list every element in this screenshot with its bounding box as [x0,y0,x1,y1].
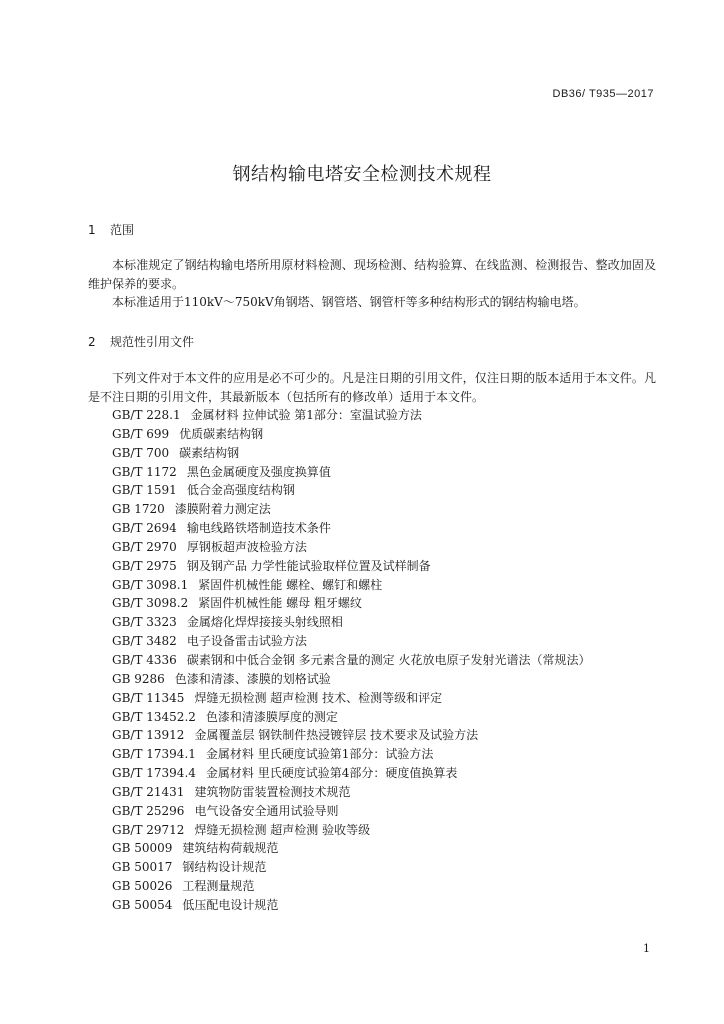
reference-item [112,500,590,519]
reference-item [112,670,590,689]
reference-code: GB 50009 [112,841,173,856]
reference-code: GB/T 3098.2 [112,596,189,611]
reference-title: 钢及钢产品 力学性能试验取样位置及试样制备 [186,558,431,573]
reference-item [112,406,590,425]
reference-code: GB/T 1172 [112,464,177,479]
section-title: 规范性引用文件 [110,335,195,349]
reference-code: GB/T 21431 [112,784,185,799]
paragraph-text: 下列文件对于本文件的应用是必不可少的。凡是注日期的引用文件，仅注日期的版本适用于本文件。凡是不注日期的引用文件，其最新版本（包括所有的修改单）适用于本文件。 [88,371,656,404]
section-number: 1 [88,223,96,237]
references-intro [88,369,656,407]
reference-item [112,594,590,613]
reference-code: GB/T 17394.1 [112,747,196,762]
reference-item [112,444,590,463]
reference-title: 金属覆盖层 钢铁制件热浸镀锌层 技术要求及试验方法 [194,728,479,743]
reference-code: GB/T 13912 [112,728,185,743]
reference-code: GB/T 2975 [112,558,177,573]
reference-item [112,576,590,595]
reference-title: 焊缝无损检测 超声检测 验收等级 [194,822,371,837]
reference-title: 电气设备安全通用试验导则 [194,803,339,818]
reference-item [112,858,590,877]
reference-code: GB/T 17394.4 [112,766,196,781]
normative-references-list [112,406,590,915]
reference-item [112,689,590,708]
reference-item [112,463,590,482]
reference-code: GB/T 3323 [112,615,177,630]
reference-title: 色漆和清漆膜厚度的测定 [205,709,338,724]
reference-item [112,877,590,896]
section-1-heading [88,221,134,238]
reference-title: 建筑结构荷载规范 [182,841,279,856]
reference-item [112,651,590,670]
reference-title: 厚钢板超声波检验方法 [186,539,307,554]
reference-item [112,802,590,821]
page-number: 1 [643,942,650,955]
reference-title: 碳素钢和中低合金钢 多元素含量的测定 火花放电原子发射光谱法（常规法） [186,652,591,667]
reference-title: 建筑物防雷装置检测技术规范 [194,784,351,799]
reference-code: GB/T 2694 [112,521,177,536]
reference-title: 焊缝无损检测 超声检测 技术、检测等级和评定 [194,690,443,705]
reference-code: GB 50017 [112,860,173,875]
reference-item [112,632,590,651]
reference-item [112,538,590,557]
reference-title: 碳素结构钢 [179,445,240,460]
reference-code: GB/T 2970 [112,539,177,554]
reference-code: GB/T 11345 [112,690,185,705]
reference-title: 低合金高强度结构钢 [186,483,295,498]
reference-item [112,821,590,840]
reference-item [112,613,590,632]
reference-code: GB 9286 [112,671,165,686]
scope-paragraph-1 [88,256,656,294]
reference-code: GB/T 700 [112,445,170,460]
reference-code: GB/T 25296 [112,803,185,818]
reference-code: GB/T 4336 [112,652,177,667]
reference-title: 紧固件机械性能 螺栓、螺钉和螺柱 [198,577,383,592]
reference-item [112,783,590,802]
reference-title: 色漆和清漆、漆膜的划格试验 [174,671,331,686]
reference-item [112,519,590,538]
section-2-heading [88,333,194,350]
reference-item [112,726,590,745]
reference-code: GB/T 3098.1 [112,577,189,592]
reference-title: 金属熔化焊焊接接头射线照相 [186,615,343,630]
reference-title: 输电线路铁塔制造技术条件 [186,521,331,536]
reference-item [112,896,590,915]
reference-code: GB 50054 [112,897,173,912]
reference-item [112,557,590,576]
reference-title: 漆膜附着力测定法 [174,502,271,517]
reference-item [112,708,590,727]
reference-item [112,425,590,444]
reference-title: 黑色金属硬度及强度换算值 [186,464,331,479]
reference-code: GB/T 13452.2 [112,709,196,724]
reference-code: GB 1720 [112,502,165,517]
paragraph-text: 本标准适用于110kV～750kV角钢塔、钢管塔、钢管杆等多种结构形式的钢结构输电塔。 [112,295,586,309]
reference-code: GB/T 1591 [112,483,177,498]
reference-title: 金属材料 里氏硬度试验第4部分：硬度值换算表 [205,766,458,781]
reference-code: GB/T 3482 [112,634,177,649]
reference-code: GB/T 699 [112,426,170,441]
paragraph-text: 本标准规定了钢结构输电塔所用原材料检测、现场检测、结构验算、在线监测、检测报告、整改加固及维护保养的要求。 [88,258,656,291]
reference-code: GB/T 29712 [112,822,185,837]
section-number: 2 [88,335,96,349]
section-title: 范围 [110,223,135,237]
reference-title: 钢结构设计规范 [182,860,267,875]
reference-code: GB/T 228.1 [112,408,181,422]
scope-paragraph-2 [88,293,656,312]
document-title: 钢结构输电塔安全检测技术规程 [232,164,492,185]
reference-title: 紧固件机械性能 螺母 粗牙螺纹 [198,596,362,611]
reference-item [112,839,590,858]
document-code: DB36/ T935—2017 [552,88,654,100]
reference-title: 优质碳素结构钢 [179,426,264,441]
reference-code: GB 50026 [112,879,173,894]
reference-title: 工程测量规范 [182,879,255,894]
reference-item [112,745,590,764]
reference-item [112,481,590,500]
reference-item [112,764,590,783]
reference-title: 金属材料 拉伸试验 第1部分：室温试验方法 [190,408,422,422]
reference-title: 金属材料 里氏硬度试验第1部分：试验方法 [205,747,434,762]
reference-title: 电子设备雷击试验方法 [186,634,307,649]
reference-title: 低压配电设计规范 [182,897,279,912]
